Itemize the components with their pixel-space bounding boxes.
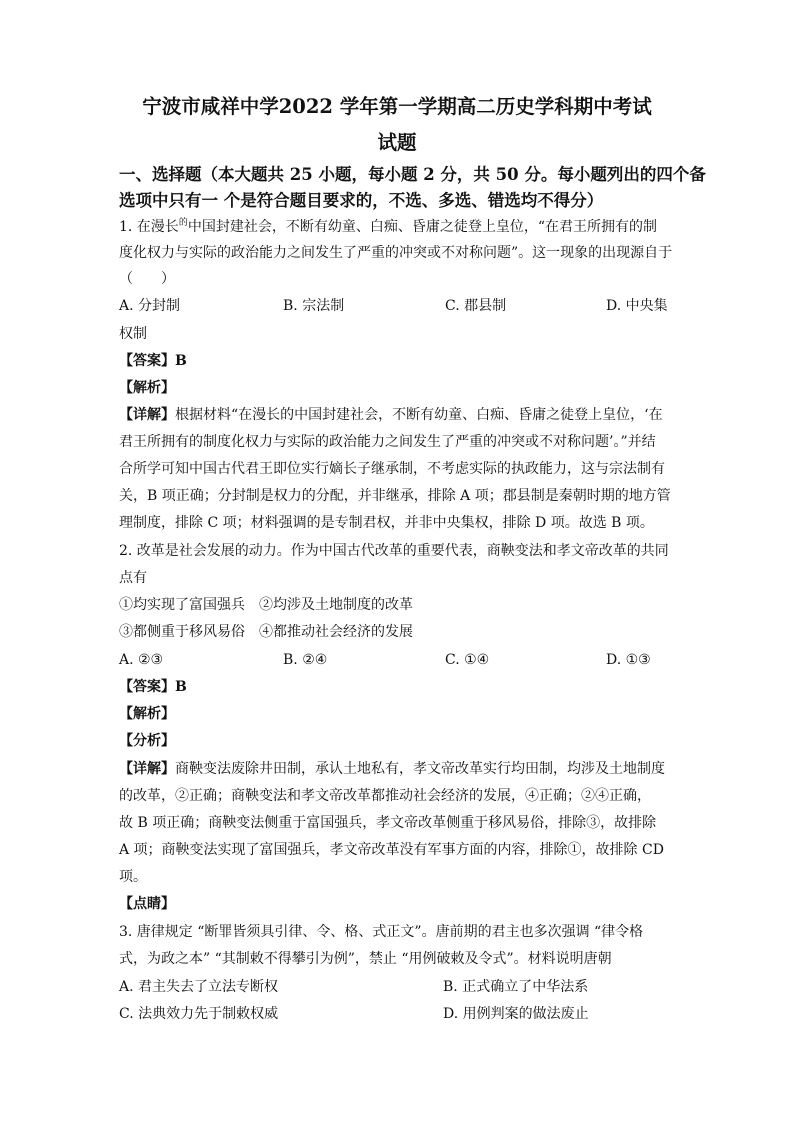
q1-answer-text: 【答案】B [119,353,187,369]
q1-detail-line4: 关，B 项正确；分封制是权力的分配，并非继承，排除 A 项；郡县制是秦朝时期的地方管 [119,488,671,504]
q2-detail-line1 [119,759,679,779]
q3-option-b: B. 正式确立了中华法系 [443,979,589,995]
q1-stem-number: 1. 在漫长 [119,219,179,235]
q1-answer [119,351,679,371]
q2-detail-tag: 【详解】 [119,761,175,777]
q3-option-c: C. 法典效力先于制敕权威 [119,1006,279,1022]
q2-detail-line3: 故 B 项正确；商鞅变法侧重于富国强兵，孝文帝改革侧重于移风易俗，排除③，故排除 [119,815,657,831]
q2-analysis-tag: 【解析】 [119,706,175,722]
q1-stem-line3: （ ） [119,271,175,287]
q2-items-line1: ①均实现了富国强兵 ②均涉及土地制度的改革 [119,597,413,613]
q2-detail-line5: 项。 [119,869,147,885]
q1-analysis-tag: 【解析】 [119,380,175,396]
q2-stem-line2: 点有 [119,570,147,586]
q1-stem-line1 [119,217,679,237]
q3-option-a: A. 君主失去了立法专断权 [119,979,279,995]
exam-title-line1: 宁波市咸祥中学2022 学年第一学期高二历史学科期中考试 [142,95,652,118]
q2-option-b: B. ②④ [283,652,328,668]
q3-option-d: D. 用例判案的做法废止 [443,1006,589,1022]
q1-stem-line2: 度化权力与实际的政治能力之间发生了严重的冲突或不对称问题”。这一现象的出现源自于 [119,245,673,261]
q2-option-d: D. ①③ [606,652,651,668]
q1-detail-line3: 合所学可知中国古代君王即位实行嫡长子继承制，不考虑实际的执政能力，这与宗法制有 [119,461,665,477]
q2-option-c: C. ①④ [445,652,490,668]
section-heading-line1: 一、选择题（本大题共 25 小题，每小题 2 分，共 50 分。每小题列出的四个备 [119,165,706,184]
q1-detail-line5: 理制度，排除 C 项；材料强调的是专制君权，并非中央集权，排除 D 项。故选 B 项。 [119,515,654,531]
q2-answer [119,677,679,697]
q1-option-d: D. 中央集 [606,298,668,314]
q2-detail-line2: 的改革，②正确；商鞅变法和孝文帝改革都推动社会经济的发展，④正确；②④正确， [119,788,651,804]
section-heading-line2: 选项中只有一 个是符合题目要求的，不选、多选、错选均不得分） [119,191,604,210]
q1-option-b: B. 宗法制 [283,298,345,314]
q1-detail-line2: 君王所拥有的制度化权力与实际的政治能力之间发生了严重的冲突或不对称问题’。”并结 [119,434,656,450]
q1-detail-tag: 【详解】 [119,407,175,423]
q2-detail-line4: A 项；商鞅变法实现了富国强兵，孝文帝改革没有军事方面的内容，排除①，故排除 CD [119,842,664,858]
q2-option-a: A. ②③ [119,652,164,668]
exam-title-line2: 试题 [377,131,417,154]
q1-detail-text1: 根据材料“在漫长的中国封建社会，不断有幼童、白痴、昏庸之徒登上皇位，‘在 [175,407,663,423]
q1-option-d-continued: 权制 [119,326,147,342]
q1-detail-line1 [119,405,679,425]
q2-detail-text1: 商鞅变法废除井田制，承认土地私有，孝文帝改革实行均田制，均涉及土地制度 [175,761,665,777]
q3-stem-line1: 3. 唐律规定 “断罪皆须具引律、令、格、式正文”。唐前期的君主也多次强调 “律令格 [119,924,644,940]
q1-stem-text: 中国封建社会，不断有幼童、白痴、昏庸之徒登上皇位，“在君王所拥有的制 [187,219,657,235]
q1-stem-superscript: 的 [178,218,188,228]
q2-fenxi-tag: 【分析】 [119,733,175,749]
q2-stem-line1: 2. 改革是社会发展的动力。作为中国古代改革的重要代表，商鞅变法和孝文帝改革的共同 [119,543,669,559]
q2-items-line2: ③都侧重于移风易俗 ④都推动社会经济的发展 [119,624,413,640]
q1-option-c: C. 郡县制 [445,298,507,314]
q3-stem-line2: 式，为政之本” “其制敕不得攀引为例”，禁止 “用例破敕及令式”。材料说明唐朝 [119,951,612,967]
q2-dianjing-tag: 【点睛】 [119,896,175,912]
q2-answer-text: 【答案】B [119,679,187,695]
q1-option-a: A. 分封制 [119,298,181,314]
